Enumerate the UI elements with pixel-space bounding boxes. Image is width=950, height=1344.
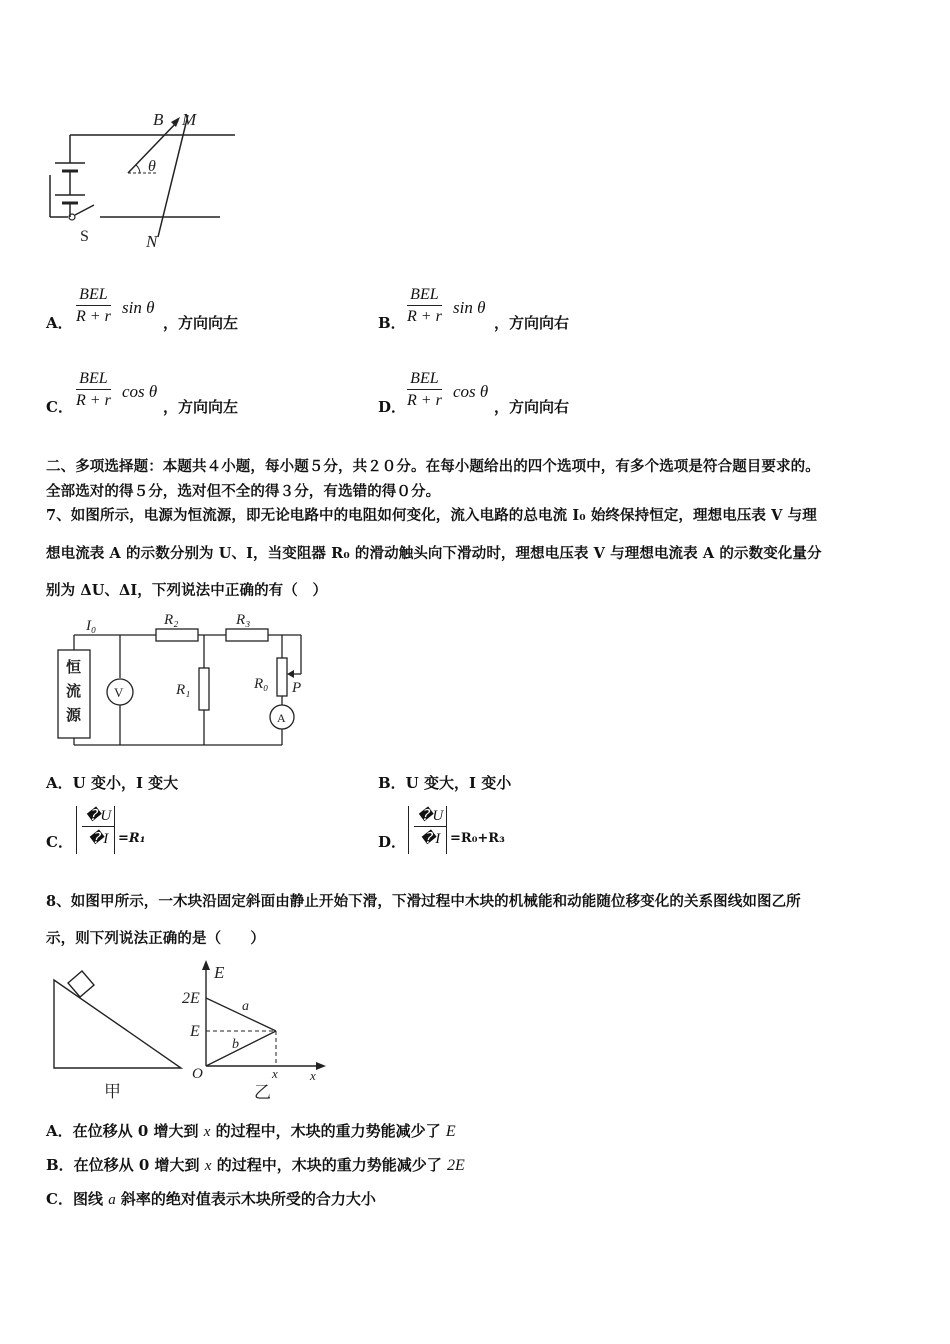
section2-line2: 全部选对的得５分，选对但不全的得３分，有选错的得０分。: [46, 483, 441, 500]
q6-b-fraction: [407, 286, 442, 326]
q7-option-a[interactable]: A．U 变小，I 变大: [46, 774, 179, 792]
q6-b-denominator: R + r: [407, 308, 442, 325]
origin-label: O: [192, 1066, 203, 1082]
q8-c-rest: 斜率的绝对值表示木块所受的合力大小: [120, 1190, 376, 1208]
q8-option-c[interactable]: [46, 1188, 376, 1209]
q7-d-numerator: �U: [414, 806, 446, 827]
q7-c-denominator: �I: [87, 831, 109, 847]
label-R0: R₀: [254, 676, 269, 692]
q6-d-fraction: [407, 370, 442, 410]
q7-d-letter: D．: [378, 833, 407, 851]
q6-c-letter: C．: [46, 398, 73, 416]
q7-c-numerator: �U: [82, 806, 114, 827]
axis-label-E: E: [214, 963, 225, 982]
q8-stem-line2: 示，则下列说法正确的是（ ）: [46, 930, 265, 947]
q6-a-denominator: R + r: [76, 308, 111, 325]
q8-stem-line1: 8、如图甲所示，一木块沿固定斜面由静止开始下滑，下滑过程中木块的机械能和动能随位移变化的关系图线如图乙所: [46, 893, 801, 910]
q7-c-fraction: [82, 806, 114, 848]
q6-b-letter: B．: [378, 314, 406, 332]
q7-option-b[interactable]: B．U 变大，I 变小: [378, 774, 512, 792]
label-R3: R₃: [236, 612, 251, 628]
q7-stem-line3: 别为 ΔU、ΔI，下列说法中正确的有（ ）: [46, 582, 328, 599]
q7-circuit-figure: [46, 610, 316, 755]
q6-c-denominator: R + r: [76, 392, 111, 409]
q8-a-value: E: [445, 1123, 456, 1140]
q6-b-numerator: BEL: [407, 286, 442, 306]
section2-line1: 二、多项选择题：本题共４小题，每小题５分，共２０分。在每小题给出的四个选项中，有多个选项是符合题目要求的。: [46, 458, 820, 475]
label-B: B: [153, 110, 164, 129]
q8-option-b[interactable]: [46, 1154, 465, 1175]
axis-label-x: x: [310, 1068, 316, 1083]
q8-a-text: A．在位移从 0 增大到: [46, 1122, 199, 1140]
q6-d-numerator: BEL: [407, 370, 442, 390]
abs-bar-left: [76, 806, 79, 854]
q6-a-letter: A．: [46, 314, 73, 332]
energy-graph-figure: [180, 958, 330, 1103]
source-char-3: 源: [66, 708, 82, 724]
label-M: M: [182, 110, 197, 129]
label-P: P: [292, 680, 302, 696]
label-N: N: [146, 232, 158, 251]
q6-a-direction: ，方向向左: [163, 314, 239, 332]
label-R2: R₂: [164, 612, 179, 628]
abs-bar-left: [408, 806, 411, 854]
q6-a-func: sin θ: [122, 298, 155, 317]
q8-b-text: B．在位移从 0 增大到: [46, 1156, 200, 1174]
q6-b-direction: ，方向向右: [494, 314, 570, 332]
q8-option-a[interactable]: [46, 1120, 456, 1141]
label-I0: I₀: [86, 618, 97, 634]
label-yi: 乙: [254, 1083, 271, 1102]
label-theta: θ: [148, 158, 156, 175]
q8-a-rest: 的过程中，木块的重力势能减少了: [215, 1122, 441, 1140]
label-jia: 甲: [104, 1082, 121, 1101]
source-char-2: 流: [66, 684, 82, 700]
q7-c-letter: C．: [46, 833, 73, 851]
q8-b-var: x: [204, 1158, 212, 1174]
ammeter-label: A: [277, 711, 286, 725]
label-S: S: [80, 228, 89, 245]
q7-c-rhs: =R₁: [118, 831, 146, 846]
q6-a-numerator: BEL: [76, 286, 111, 306]
q6-a-fraction: [76, 286, 111, 326]
q8-c-var: a: [108, 1192, 116, 1208]
q8-c-text: C．图线: [46, 1190, 103, 1208]
tick-2E: 2E: [182, 990, 200, 1007]
q6-c-direction: ，方向向左: [163, 398, 239, 416]
q6-d-denominator: R + r: [407, 392, 442, 409]
q6-d-letter: D．: [378, 398, 407, 416]
tick-E: E: [190, 1023, 200, 1040]
q7-stem-line1: 7、如图所示，电源为恒流源，即无论电路中的电阻如何变化，流入电路的总电流 I₀ 始终保持恒定，理想电压表 V 与理: [46, 507, 817, 524]
curve-label-b: b: [232, 1037, 239, 1052]
q6-d-func: cos θ: [453, 382, 489, 401]
curve-label-a: a: [242, 999, 249, 1014]
q6-d-direction: ，方向向右: [494, 398, 570, 416]
q6-c-fraction: [76, 370, 111, 410]
rail-circuit-figure: [40, 105, 250, 255]
q6-c-numerator: BEL: [76, 370, 111, 390]
q6-b-func: sin θ: [453, 298, 486, 317]
q7-d-denominator: �I: [419, 831, 441, 847]
label-R1: R₁: [176, 682, 191, 698]
q6-c-func: cos θ: [122, 382, 158, 401]
q7-stem-line2: 想电流表 A 的示数分别为 U、I，当变阻器 R₀ 的滑动触头向下滑动时，理想电压表 V 与理想电流表 A 的示数变化量分: [46, 545, 822, 562]
incline-figure: [46, 965, 186, 1105]
voltmeter-label: V: [114, 685, 124, 700]
q8-b-rest: 的过程中，木块的重力势能减少了: [216, 1156, 442, 1174]
source-char-1: 恒: [66, 660, 82, 676]
tick-x: x: [272, 1066, 278, 1081]
q8-b-value: 2E: [446, 1157, 465, 1174]
abs-bar-right: [446, 806, 449, 854]
q7-d-fraction: [414, 806, 446, 848]
q8-a-var: x: [203, 1124, 211, 1140]
q7-d-rhs: =R₀+R₃: [450, 831, 505, 846]
abs-bar-right: [114, 806, 117, 854]
